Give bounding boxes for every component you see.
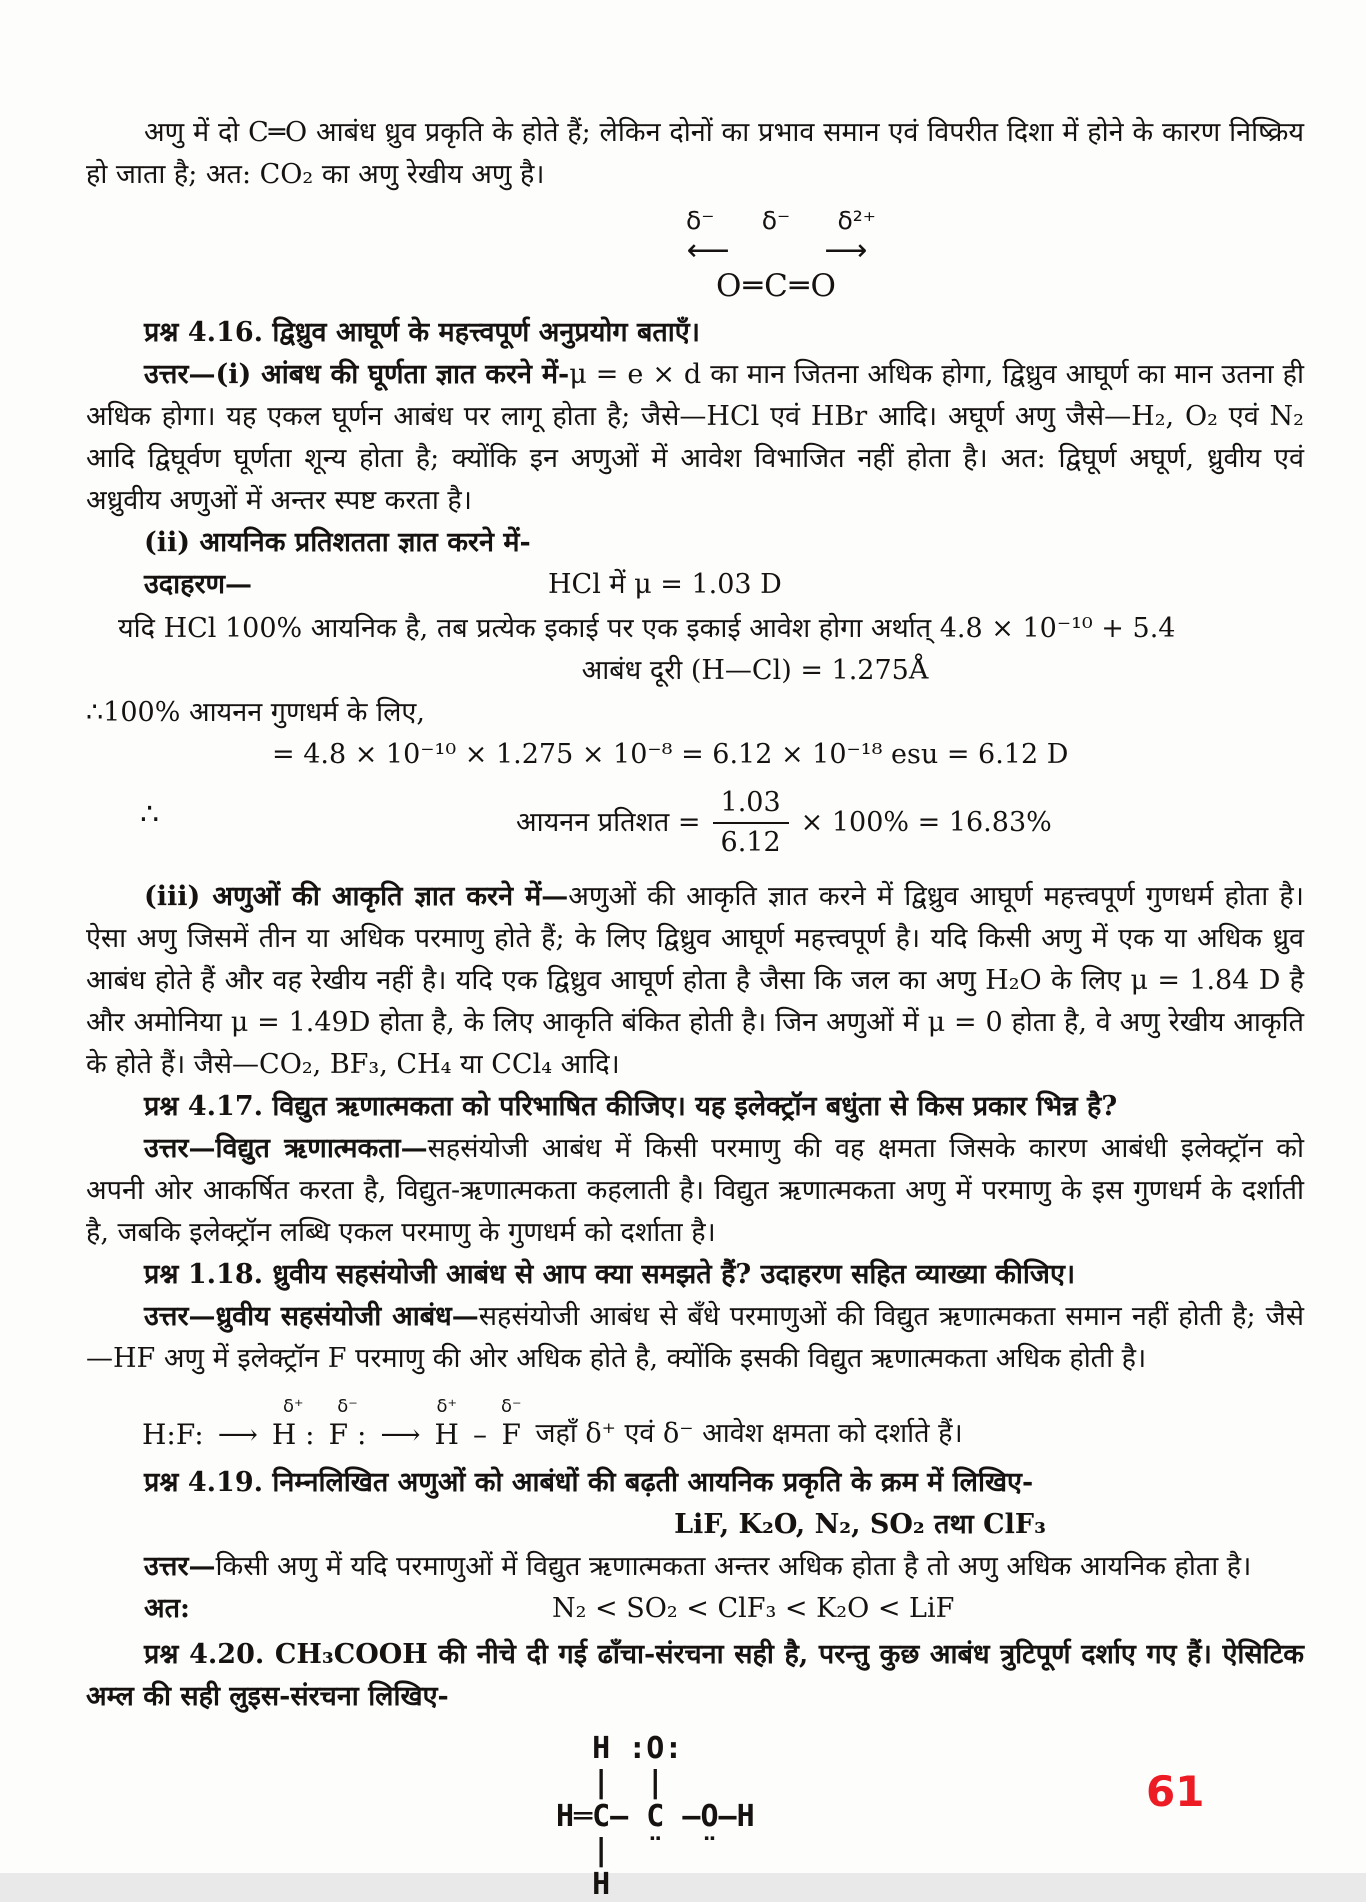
therefore-symbol: ∴	[140, 797, 160, 832]
delta-plus-label: δ⁺	[436, 1396, 457, 1417]
answer-4-19-lead: उत्तर—	[144, 1551, 216, 1582]
fraction-numerator: 1.03	[713, 786, 789, 824]
delta-plus-label: δ⁺	[282, 1396, 304, 1417]
f-atom	[501, 1396, 522, 1452]
hf-structure-1	[142, 1396, 204, 1452]
lewis-row: H	[556, 1867, 611, 1902]
ionisation-percent-row	[86, 776, 1304, 876]
ionic-order-row	[86, 1588, 1304, 1634]
answer-4-16	[86, 354, 1304, 522]
arrow-icon: ⟶	[380, 1418, 421, 1451]
delta-minus-label: δ⁻	[337, 1396, 358, 1417]
arrow-icon: ⟶	[217, 1418, 258, 1451]
f-atom	[329, 1396, 367, 1452]
bond-symbol: –	[472, 1418, 487, 1451]
fraction-denominator: 6.12	[720, 827, 781, 858]
lewis-row: H :O:	[556, 1731, 683, 1766]
answer-1-18-lead: उत्तर—ध्रुवीय सहसंयोजी आबंध—	[144, 1301, 479, 1332]
lewis-row: | |	[556, 1765, 665, 1800]
hf-caption: जहाँ δ⁺ एवं δ⁻ आवेश क्षमता को दर्शाते हैं।	[535, 1418, 963, 1449]
lewis-row: | ¨ ¨	[556, 1833, 719, 1868]
left-arrow-icon: ⟵	[686, 233, 730, 268]
ionisation-percent-equation	[516, 786, 1052, 860]
answer-4-17-lead: उत्तर—विद्युत ऋणात्मकता—	[144, 1133, 428, 1164]
bond-length-line: आबंध दूरी (H—Cl) = 1.275Å	[581, 655, 929, 686]
lewis-row: H═C— C —O—H	[556, 1799, 755, 1834]
question-1-18-heading: प्रश्न 1.18. ध्रुवीय सहसंयोजी आबंध से आप क्या समझते हैं? उदाहरण सहित व्याख्या कीजिए।	[144, 1259, 1076, 1290]
answer-1-18	[86, 1296, 1304, 1380]
ionic-100-line: यदि HCl 100% आयनिक है, तब प्रत्येक इकाई पर एक इकाई आवेश होगा अर्थात् 4.8 × 10⁻¹⁰ + 5.4	[118, 613, 1176, 644]
question-4-20-heading: प्रश्न 4.20. CH₃COOH की नीचे दी गई ढाँचा-संरचना सही है, परन्तु कुछ आबंध त्रुटिपूर्ण दर्शाए गए हैं। ऐसिटिक अम्ल की सही लुइस-संरचना लिखिए-	[86, 1639, 1304, 1712]
answer-4-17-body: सहसंयोजी आबंध में किसी परमाणु की वह क्षमता जिसके कारण आबंधी इलेक्ट्रॉन को अपनी ओर आकर्षित करता है, विद्युत-ऋणात्मकता कहलाती है। विद्युत ऋणात्मकता अणु में परमाणु के इस गुणधर्म के दर्शाती है, जबकि इलेक्ट्रॉन लब्धि एकल परमाणु के गुणधर्म को दर्शाता है।	[86, 1133, 1305, 1248]
atom-group: F	[501, 1418, 521, 1451]
atom-group: F :	[328, 1418, 367, 1451]
answer-4-17	[86, 1128, 1304, 1254]
hf-polar-structure	[142, 1396, 1304, 1452]
atom-group: H	[434, 1418, 459, 1451]
delta-two-plus-label: δ²⁺	[837, 206, 876, 235]
example-label: उदाहरण—	[144, 569, 253, 600]
answer-4-16-lead: उत्तर—(i) आंबध की घूर्णता ज्ञात करने में-	[144, 359, 570, 390]
co2-charge-labels	[686, 206, 876, 236]
answer-4-19	[86, 1546, 1304, 1588]
right-arrow-icon: ⟶	[824, 233, 868, 268]
question-4-17-heading: प्रश्न 4.17. विद्युत ऋणात्मकता को परिभाषित कीजिए। यह इलेक्ट्रॉन बधुंता से किस प्रकार भिन्न है?	[144, 1091, 1118, 1122]
co2-dipole-diagram	[642, 206, 912, 306]
subheading-iii-paragraph	[86, 876, 1304, 1086]
example-row	[86, 564, 1304, 608]
atah-label: अत:	[144, 1593, 190, 1624]
fraction	[713, 786, 789, 860]
delta-minus-label: δ⁻	[500, 1396, 522, 1417]
h-atom	[272, 1396, 315, 1452]
atom-group: H :	[271, 1418, 315, 1451]
bond-dash	[473, 1396, 487, 1452]
dipole-arrows	[642, 233, 912, 268]
co2-formula: O═C═O	[716, 268, 838, 304]
delta-minus-label: δ⁻	[761, 206, 791, 235]
subheading-iii-lead: (iii) अणुओं की आकृति ज्ञात करने में—	[144, 881, 569, 912]
reaction-arrow	[218, 1396, 258, 1452]
acetic-acid-lewis-structure	[556, 1732, 1304, 1902]
subheading-ii: (ii) आयनिक प्रतिशतता ज्ञात करने में-	[144, 527, 531, 558]
subheading-iii-body: अणुओं की आकृति ज्ञात करने में द्विध्रुव आघूर्ण महत्त्वपूर्ण गुणधर्म होता है। ऐसा अणु जिसमें तीन या अधिक परमाणु होते हैं; के लिए द्विध्रुव आघूर्ण महत्त्वपूर्ण है। यदि किसी अणु में एक या अधिक ध्रुव आबंध होते हैं और वह रेखीय नहीं है। यदि एक द्विध्रुव आघूर्ण होता है जैसा कि जल का अणु H₂O के लिए μ = 1.84 D है और अमोनिया μ = 1.49D होता है, के लिए आकृति बंकित होती है। जिन अणुओं में μ = 0 होता है, वे अणु रेखीय आकृति के होते हैं। जैसे—CO₂, BF₃, CH₄ या CCl₄ आदि।	[86, 881, 1304, 1080]
question-4-16-heading: प्रश्न 4.16. द्विध्रुव आघूर्ण के महत्त्वपूर्ण अनुप्रयोग बताएँ।	[144, 317, 700, 348]
hcl-mu-value: HCl में μ = 1.03 D	[548, 569, 782, 600]
for-100-line: ∴100% आयनन गुणधर्म के लिए,	[86, 697, 425, 728]
answer-4-19-body: किसी अणु में यदि परमाणुओं में विद्युत ऋणात्मकता अन्तर अधिक होता है तो अणु अधिक आयनिक होता है।	[215, 1551, 1252, 1582]
answer-1-18-body: सहसंयोजी आबंध से बँधे परमाणुओं की विद्युत ऋणात्मकता समान नहीं होती है; जैसे—HF अणु में इलेक्ट्रॉन F परमाणु की ओर अधिक होते है, क्योंकि इसकी विद्युत ऋणात्मकता अधिक होती है।	[86, 1301, 1304, 1374]
percent-result: × 100% = 16.83%	[800, 807, 1052, 838]
esu-equation: = 4.8 × 10⁻¹⁰ × 1.275 × 10⁻⁸ = 6.12 × 10⁻¹⁸ esu = 6.12 D	[272, 739, 1069, 770]
ionic-order: N₂ < SO₂ < ClF₃ < K₂O < LiF	[552, 1593, 955, 1624]
question-4-19-heading: प्रश्न 4.19. निम्नलिखित अणुओं को आबंधों की बढ़ती आयनिक प्रकृति के क्रम में लिखिए-	[144, 1467, 1034, 1498]
molecule-list-line: LiF, K₂O, N₂, SO₂ तथा ClF₃	[674, 1509, 1046, 1540]
page-content	[86, 112, 1304, 1902]
atom-group: H:F:	[142, 1418, 204, 1451]
h-atom	[435, 1396, 459, 1452]
percent-label: आयनन प्रतिशत =	[516, 807, 701, 838]
reaction-arrow	[380, 1396, 420, 1452]
intro-paragraph: अणु में दो C═O आबंध ध्रुव प्रकृति के होते हैं; लेकिन दोनों का प्रभाव समान एवं विपरीत दिशा में होने के कारण निष्क्रिय हो जाता है; अत: CO₂ का अणु रेखीय अणु है।	[86, 117, 1304, 190]
delta-minus-label: δ⁻	[686, 206, 715, 235]
page-number: 61	[1146, 1767, 1205, 1816]
answer-4-16-body: μ = e × d का मान जितना अधिक होगा, द्विध्रुव आघूर्ण का मान उतना ही अधिक होगा। यह एकल घूर्णन आबंध पर लागू होता है; जैसे—HCl एवं HBr आदि। अघूर्ण अणु जैसे—H₂, O₂ एवं N₂ आदि द्विघूर्वण घूर्णता शून्य होता है; क्योंकि इन अणुओं में आवेश विभाजित नहीं होता है। अत: द्विघूर्ण अघूर्ण, ध्रुवीय एवं अध्रुवीय अणुओं में अन्तर स्पष्ट करता है।	[86, 359, 1305, 516]
